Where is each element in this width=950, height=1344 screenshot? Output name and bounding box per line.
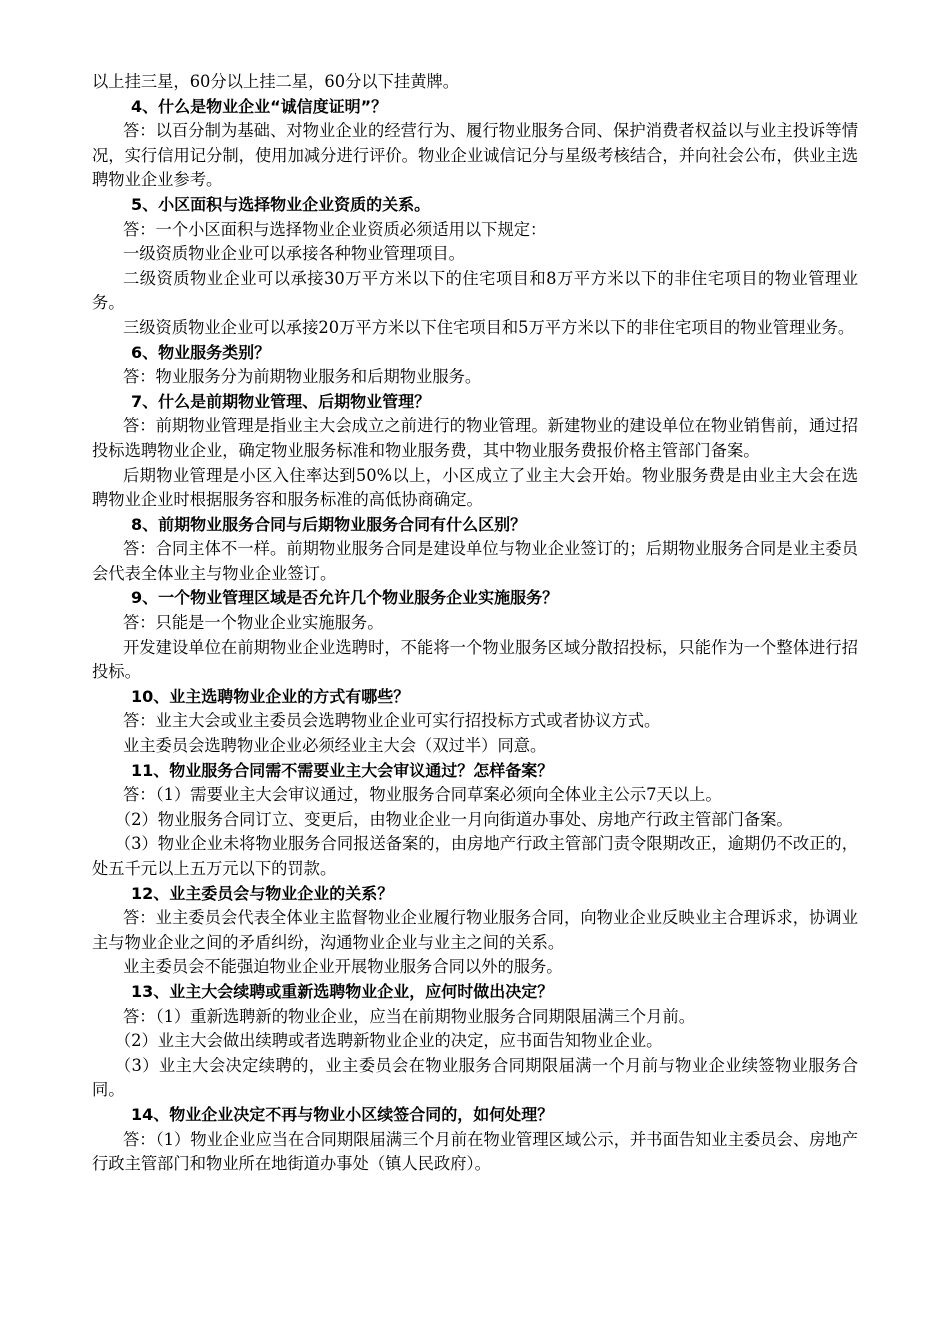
paragraph: 以上挂三星，60分以上挂二星，60分以下挂黄牌。 — [92, 72, 460, 91]
answer-paragraph: 答：（1）重新选聘新的物业企业，应当在前期物业服务合同期限届满三个月前。 — [122, 1006, 696, 1026]
paragraph: （2）业主大会做出续聘或者选聘新物业企业的决定，应书面告知物业企业。 — [114, 1031, 663, 1051]
paragraph: 业主委员会选聘物业企业必须经业主大会（双过半）同意。 — [122, 736, 547, 756]
question-heading: 11、物业服务合同需不需要业主大会审议通过？怎样备案？ — [131, 760, 554, 780]
question-heading: 10、业主选聘物业企业的方式有哪些？ — [131, 686, 410, 706]
answer-paragraph: 答：一个小区面积与选择物业企业资质必须适用以下规定： — [122, 219, 547, 239]
paragraph: （3）物业企业未将物业服务合同报送备案的，由房地产行政主管部门责令限期改正，逾期仍不改正的，处五千元以上五万元以下的罚款。 — [92, 834, 858, 878]
answer-paragraph: 答：（1）物业企业应当在合同期限届满三个月前在物业管理区域公示，并书面告知业主委员会、房地产行政主管部门和物业所在地街道办事处（镇人民政府）。 — [92, 1129, 858, 1174]
question-heading: 14、物业企业决定不再与物业小区续签合同的，如何处理？ — [131, 1104, 554, 1124]
answer-paragraph: 答：合同主体不一样。前期物业服务合同是建设单位与物业企业签订的；后期物业服务合同是业主委员会代表全体业主与物业企业签订。 — [92, 539, 858, 583]
paragraph: 三级资质物业企业可以承接20万平方米以下住宅项目和5万平方米以下的非住宅项目的物业管理业务。 — [122, 317, 855, 337]
question-heading: 4、什么是物业企业“诚信度证明”？ — [131, 96, 388, 116]
question-heading: 6、物业服务类别？ — [131, 342, 271, 362]
question-heading: 7、什么是前期物业管理、后期物业管理？ — [131, 391, 431, 411]
answer-paragraph: 答：以百分制为基础、对物业企业的经营行为、履行物业服务合同、保护消费者权益以与业主投诉等情况，实行信用记分制，使用加减分进行评价。物业企业诚信记分与星级考核结合，并向社会公布，供业主选聘物业企业参考。 — [92, 121, 858, 190]
answer-paragraph: 答：只能是一个物业企业实施服务。 — [122, 613, 384, 633]
paragraph: 业主委员会不能强迫物业企业开展物业服务合同以外的服务。 — [122, 957, 563, 977]
question-heading: 5、小区面积与选择物业企业资质的关系。 — [131, 194, 431, 214]
paragraph: 后期物业管理是小区入住率达到50%以上，小区成立了业主大会开始。物业服务费是由业主大会在选聘物业企业时根据服务容和服务标准的高低协商确定。 — [92, 465, 858, 510]
question-heading: 12、业主委员会与物业企业的关系？ — [131, 883, 394, 903]
paragraph: 开发建设单位在前期物业企业选聘时，不能将一个物业服务区域分散招投标，只能作为一个整体进行招投标。 — [92, 637, 858, 682]
question-heading: 13、业主大会续聘或重新选聘物业企业，应何时做出决定？ — [131, 981, 554, 1001]
paragraph: 二级资质物业企业可以承接30万平方米以下的住宅项目和8万平方米以下的非住宅项目的物业管理业务。 — [92, 268, 858, 313]
answer-paragraph: 答：物业服务分为前期物业服务和后期物业服务。 — [122, 367, 482, 387]
document-body — [92, 70, 858, 1177]
answer-paragraph: 答：业主大会或业主委员会选聘物业企业可实行招投标方式或者协议方式。 — [122, 711, 661, 731]
answer-paragraph: 答：业主委员会代表全体业主监督物业企业履行物业服务合同，向物业企业反映业主合理诉求，协调业主与物业企业之间的矛盾纠纷，沟通物业企业与业主之间的关系。 — [92, 908, 858, 952]
paragraph: （3）业主大会决定续聘的，业主委员会在物业服务合同期限届满一个月前与物业企业续签物业服务合同。 — [92, 1055, 858, 1100]
paragraph: 一级资质物业企业可以承接各种物业管理项目。 — [122, 244, 465, 264]
answer-paragraph: 答：（1）需要业主大会审议通过，物业服务合同草案必须向全体业主公示7天以上。 — [122, 785, 722, 805]
paragraph: （2）物业服务合同订立、变更后，由物业企业一月向街道办事处、房地产行政主管部门备案。 — [114, 809, 793, 829]
question-heading: 9、一个物业管理区域是否允许几个物业服务企业实施服务？ — [131, 588, 559, 608]
answer-paragraph: 答：前期物业管理是指业主大会成立之前进行的物业管理。新建物业的建设单位在物业销售前，通过招投标选聘物业企业，确定物业服务标准和物业服务费，其中物业服务费报价格主管部门备案。 — [92, 416, 858, 460]
question-heading: 8、前期物业服务合同与后期物业服务合同有什么区别？ — [131, 514, 527, 534]
